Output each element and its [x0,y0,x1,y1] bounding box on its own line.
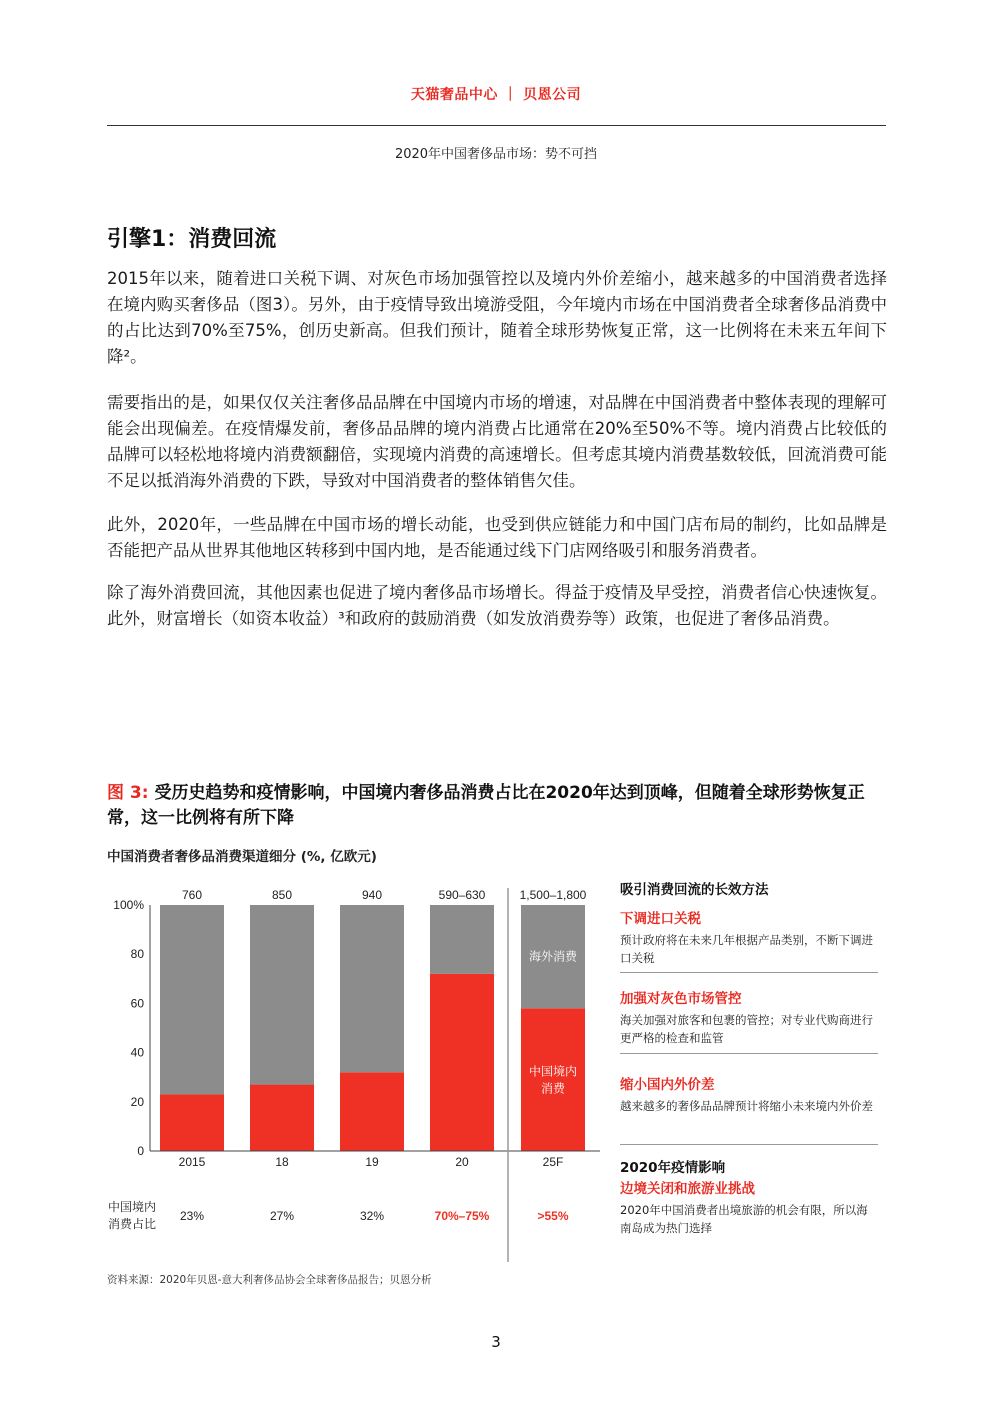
figure-caption-text: 受历史趋势和疫情影响，中国境内奢侈品消费占比在2020年达到顶峰，但随着全球形势恢复正常，这一比例将有所下降 [107,783,865,828]
sidebar-item-heading: 下调进口关税 [620,911,701,927]
bar-domestic [430,974,494,1151]
sidebar-item-desc: 越来越多的奢侈品品牌预计将缩小未来境内外价差 [620,1099,873,1113]
share-value: >55% [537,1209,569,1223]
bar-domestic [250,1085,314,1151]
series-label-domestic: 中国境内 [528,1064,578,1079]
bar-domestic [340,1072,404,1151]
paragraph-1: 2015年以来，随着进口关税下调、对灰色市场加强管控以及境内外价差缩小，越来越多的中国消费者选择在境内购买奢侈品（图3）。另外，由于疫情导致出境游受阻，今年境内市场在中国消费者全球奢侈品消费中的占比达到70%至75%，创历史新高。但我们预计，随着全球形势恢复正常，这一比例将在未来五年间下降²。 [107,269,887,366]
share-row-label: 消费占比 [108,1217,157,1231]
y-tick-label: 20 [130,1094,144,1109]
paragraph-4: 除了海外消费回流，其他因素也促进了境内奢侈品市场增长。得益于疫情及早受控，消费者信心快速恢复。此外，财富增长（如资本收益）³和政府的鼓励消费（如发放消费券等）政策，也促进了奢侈品消费。 [107,583,887,628]
covid-impact-title: 2020年疫情影响 [620,1160,726,1176]
paragraph-2: 需要指出的是，如果仅仅关注奢侈品品牌在中国境内市场的增速，对品牌在中国消费者中整体表现的理解可能会出现偏差。在疫情爆发前，奢侈品品牌的境内消费占比通常在20%至50%不等。境内消费占比较低的品牌可以轻松地将境内消费额翻倍，实现境内消费的高速增长。但考虑其境内消费基数较低，回流消费可能不足以抵消海外消费的下跌，导致对中国消费者的整体销售欠佳。 [107,393,887,490]
sidebar-divider [620,972,878,973]
sidebar-item-border [620,1177,878,1237]
sidebar-item-desc: 海关加强对旅客和包裹的管控；对专业代购商进行更严格的检查和监管 [620,1013,873,1045]
series-label-overseas: 海外消费 [528,949,578,964]
bar-overseas [430,905,494,974]
sidebar-item-grey-market [620,987,878,1047]
bar-domestic [160,1094,224,1151]
sidebar-item-desc: 预计政府将在未来几年根据产品类别，不断下调进口关税 [620,933,873,965]
bar-total-label: 760 [181,888,203,902]
bar-total-label: 1,500–1,800 [519,888,587,902]
document-subtitle: 2020年中国奢侈品市场：势不可挡 [394,147,598,162]
share-value: 23% [179,1209,205,1223]
share-value: 70%–75% [434,1209,490,1223]
share-value: 32% [359,1209,385,1223]
paragraph-3: 此外，2020年，一些品牌在中国市场的增长动能，也受到供应链能力和中国门店布局的制约，比如品牌是否能把产品从世界其他地区转移到中国内地，是否能通过线下门店网络吸引和服务消费者。 [107,515,887,560]
sidebar-item-desc: 2020年中国消费者出境旅游的机会有限，所以海南岛成为热门选择 [620,1203,868,1235]
x-tick-label: 2015 [178,1155,206,1169]
y-tick-label: 60 [130,996,144,1011]
x-tick-label: 20 [455,1155,469,1169]
figure-caption [107,781,892,831]
source-note: 资料来源：2020年贝恩-意大利奢侈品协会全球奢侈品报告；贝恩分析 [107,1274,432,1286]
y-tick-label: 80 [130,947,144,962]
x-tick-label: 18 [275,1155,289,1169]
sidebar-divider [620,1144,878,1145]
bar-overseas [250,905,314,1085]
header-brand: 天猫奢品中心 ｜ 贝恩公司 [410,87,582,103]
share-row-label: 中国境内 [108,1200,157,1214]
sidebar-title: 吸引消费回流的长效方法 [620,882,769,898]
chart-title: 中国消费者奢侈品消费渠道细分 (%, 亿欧元) [107,849,377,865]
bar-overseas [340,905,404,1072]
bar-total-label: 590–630 [438,888,486,902]
page-number: 3 [491,1333,501,1351]
sidebar-item-heading: 缩小国内外价差 [620,1077,715,1093]
x-tick-label: 25F [542,1155,564,1169]
bar-domestic [521,1008,585,1151]
bar-total-label: 940 [361,888,383,902]
y-tick-label: 0 [137,1144,144,1158]
share-value: 27% [269,1209,295,1223]
sidebar-item-price-gap [620,1073,878,1115]
bar-overseas [160,905,224,1094]
header-divider [107,125,886,126]
section-title: 引擎1：消费回流 [107,227,277,252]
series-label-domestic: 消费 [540,1081,566,1096]
sidebar-divider [620,1053,878,1054]
figure-label: 图 3: [107,783,149,803]
y-tick-label: 40 [130,1045,144,1060]
stacked-bar-chart [100,870,610,1270]
bar-total-label: 850 [271,888,293,902]
y-tick-label: 100% [113,898,144,912]
sidebar-item-heading: 边境关闭和旅游业挑战 [620,1181,755,1197]
sidebar-item-heading: 加强对灰色市场管控 [620,991,742,1007]
sidebar-item-tariff [620,907,878,967]
x-tick-label: 19 [365,1155,379,1169]
